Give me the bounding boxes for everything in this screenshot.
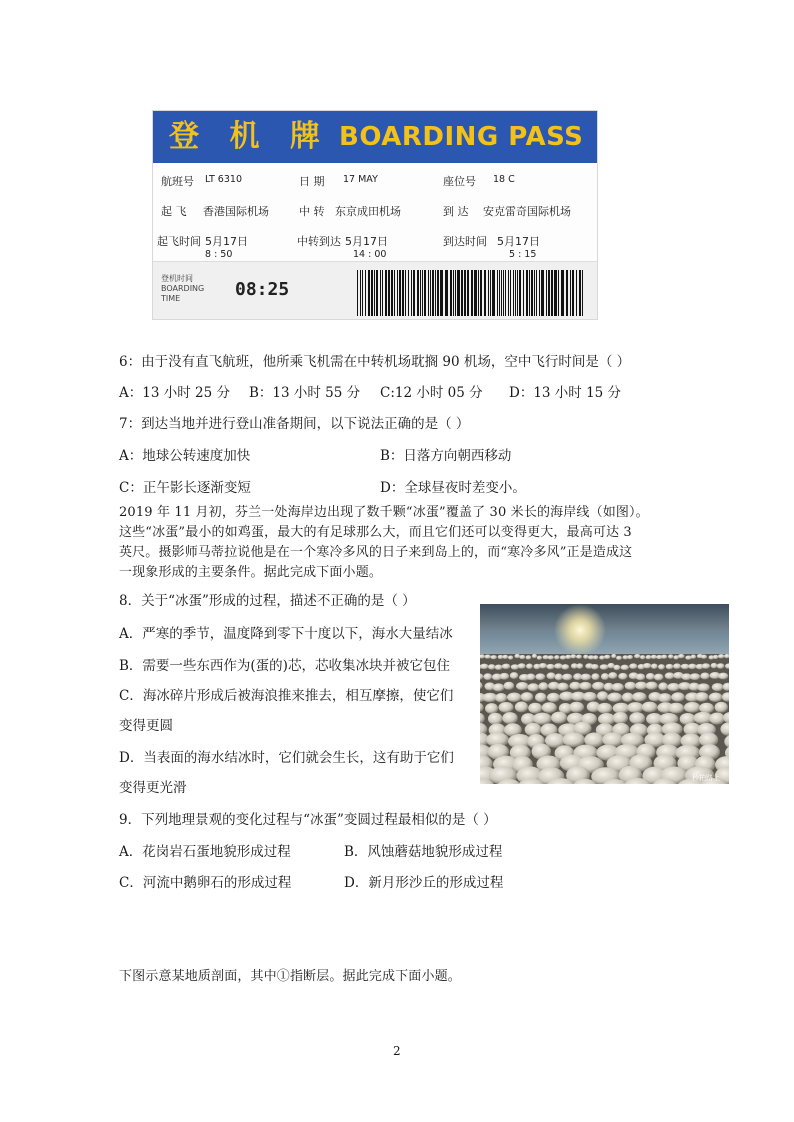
passage-line-4: 一现象形成的主要条件。据此完成下面小题。 xyxy=(119,565,383,580)
arrive-date: 5月17日 xyxy=(497,235,540,248)
ice-eggs-photo xyxy=(480,604,729,784)
passage-line-3: 英尺。摄影师马蒂拉说他是在一个寒冷多风的日子来到岛上的，而“寒冷多风”正是造成这 xyxy=(119,545,633,560)
q7-option-b: B：日落方向朝西移动 xyxy=(380,448,512,464)
flight-label: 航班号 xyxy=(161,175,194,188)
q9-stem: 9．下列地理景观的变化过程与“冰蛋”变圆过程最相似的是（ ） xyxy=(119,812,497,828)
depart-label: 起 飞 xyxy=(161,205,187,218)
q7-option-a: A：地球公转速度加快 xyxy=(119,448,251,464)
q7-stem: 7：到达当地并进行登山准备期间，以下说法正确的是（ ） xyxy=(119,416,470,432)
boarding-pass-title-zh: 登 机 牌 xyxy=(169,119,330,154)
transfer-date: 5月17日 xyxy=(345,235,388,248)
boarding-time-label-en: BOARDING TIME xyxy=(161,284,205,303)
barcode xyxy=(357,270,583,316)
arrive-label: 到 达 xyxy=(443,205,469,218)
seat-label: 座位号 xyxy=(443,175,476,188)
date-value: 17 MAY xyxy=(343,174,378,185)
q9-option-b: B．风蚀蘑菇地貌形成过程 xyxy=(344,844,503,860)
q6-stem: 6：由于没有直飞航班，他所乘飞机需在中转机场耽搁 90 机场，空中飞行时间是（ ） xyxy=(119,354,631,370)
arrive-time: 5 : 15 xyxy=(509,249,537,260)
depart-date: 5月17日 xyxy=(205,235,248,248)
boarding-time-label xyxy=(161,274,211,304)
depart-value: 香港国际机场 xyxy=(203,205,269,218)
q7-option-c: C：正午影长逐渐变短 xyxy=(119,480,251,496)
page-number: 2 xyxy=(393,1044,401,1058)
next-section-intro: 下图示意某地质剖面，其中①指断层。据此完成下面小题。 xyxy=(119,969,461,984)
q8-stem: 8．关于“冰蛋”形成的过程，描述不正确的是（ ） xyxy=(119,593,416,609)
depart-time-label: 起飞时间 xyxy=(157,235,201,248)
transfer-label: 中 转 xyxy=(299,205,325,218)
q8-option-a: A．严寒的季节，温度降到零下十度以下，海水大量结冰 xyxy=(119,626,453,642)
arrive-value: 安克雷奇国际机场 xyxy=(483,205,571,218)
photo-watermark: 秒拍路上 xyxy=(692,774,720,782)
q8-option-c-line2: 变得更圆 xyxy=(119,718,173,734)
flight-value: LT 6310 xyxy=(205,174,242,185)
date-label: 日 期 xyxy=(299,175,325,188)
q8-option-b: B．需要一些东西作为(蛋的)芯，芯收集冰块并被它包住 xyxy=(119,658,450,674)
q9-option-c: C．河流中鹅卵石的形成过程 xyxy=(119,875,292,891)
boarding-pass-image xyxy=(152,110,598,320)
boarding-pass-banner xyxy=(153,111,598,163)
passage-line-2: 这些“冰蛋”最小的如鸡蛋，最大的有足球那么大，而且它们还可以变得更大，最高可达 3 xyxy=(119,525,632,540)
q8-option-d-line2: 变得更光滑 xyxy=(119,780,187,796)
ice-eggs-illustration xyxy=(480,604,729,784)
q6-option-c: C:12 小时 05 分 xyxy=(380,385,483,401)
transfer-value: 东京成田机场 xyxy=(335,205,401,218)
q9-option-d: D．新月形沙丘的形成过程 xyxy=(344,875,504,891)
boarding-time-label-zh: 登机时间 xyxy=(161,274,193,283)
q6-option-a: A：13 小时 25 分 xyxy=(119,385,230,401)
q6-option-b: B：13 小时 55 分 xyxy=(249,385,361,401)
boarding-pass-title-en: BOARDING PASS xyxy=(339,122,584,152)
q7-option-d: D：全球昼夜时差变小。 xyxy=(380,480,526,496)
transfer-time: 14 : 00 xyxy=(353,249,387,260)
transfer-time-label: 中转到达 xyxy=(297,235,341,248)
q9-option-a: A．花岗岩石蛋地貌形成过程 xyxy=(119,844,291,860)
arrive-time-label: 到达时间 xyxy=(443,235,487,248)
seat-value: 18 C xyxy=(493,174,515,185)
passage-line-1: 2019 年 11 月初，芬兰一处海岸边出现了数千颗“冰蛋”覆盖了 30 米长的海岸线（如图）。 xyxy=(119,505,649,520)
boarding-strip xyxy=(153,261,598,320)
q8-option-c-line1: C．海冰碎片形成后被海浪推来推去，相互摩擦，使它们 xyxy=(119,688,454,704)
q8-option-d-line1: D．当表面的海水结冰时，它们就会生长，这有助于它们 xyxy=(119,750,454,766)
depart-time: 8 : 50 xyxy=(205,249,233,260)
boarding-time-value: 08:25 xyxy=(235,279,290,300)
q6-option-d: D：13 小时 15 分 xyxy=(509,385,622,401)
